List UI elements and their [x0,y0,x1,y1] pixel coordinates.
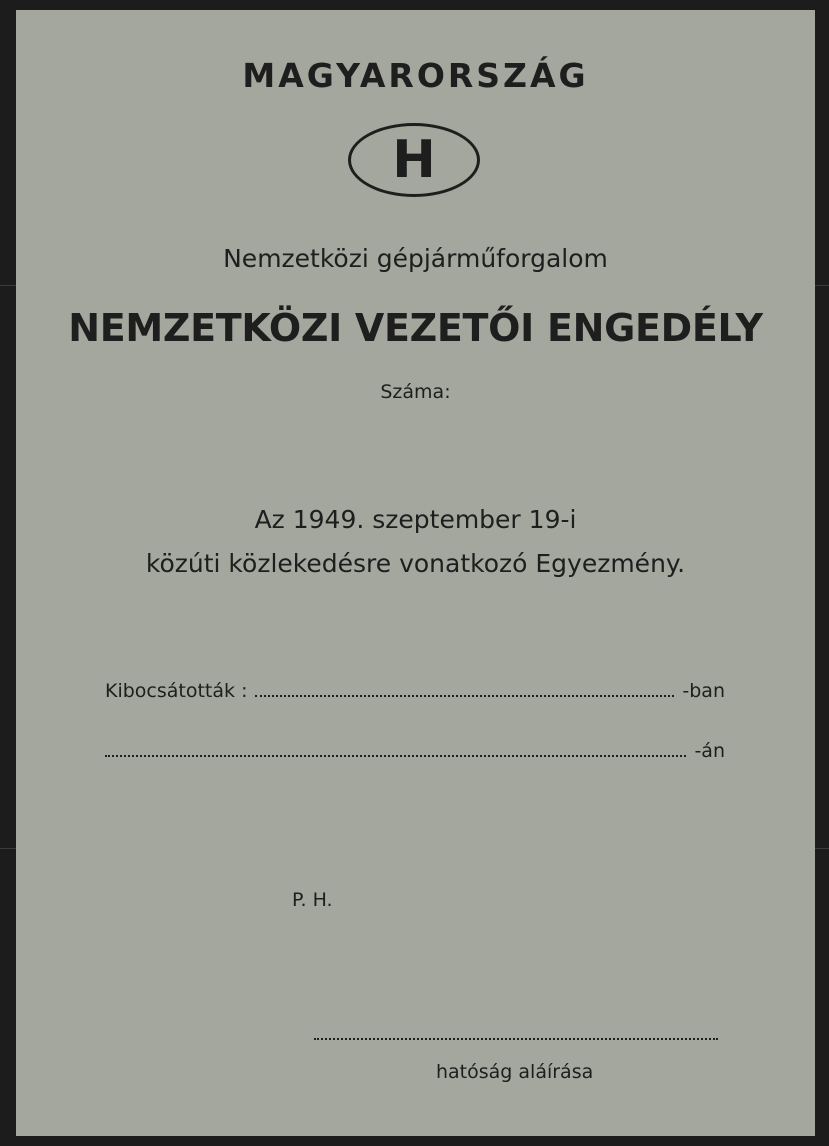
issued-place-suffix: -ban [682,680,725,702]
issued-place-dotted-line [255,681,674,697]
issued-date-row [105,740,725,762]
country-code: H [392,130,436,190]
stamp-label: P. H. [292,889,333,911]
signature-dotted-line [314,1038,718,1040]
convention-line-1: Az 1949. szeptember 19-i [254,505,577,534]
issued-place-row [105,680,725,702]
number-label: Száma: [380,381,451,403]
country-code-oval [348,123,480,197]
document-title: NEMZETKÖZI VEZETŐI ENGEDÉLY [68,306,763,350]
issued-date-suffix: -án [694,740,725,762]
issued-date-dotted-line [105,741,686,757]
issued-label: Kibocsátották : [105,680,248,702]
convention-line-2: közúti közlekedésre vonatkozó Egyezmény. [145,549,686,578]
convention-text [16,498,815,586]
country-name: MAGYARORSZÁG [242,56,589,95]
permit-page [16,10,815,1136]
signature-label: hatóság aláírása [436,1061,594,1083]
document-subtitle: Nemzetközi gépjárműforgalom [223,244,608,273]
